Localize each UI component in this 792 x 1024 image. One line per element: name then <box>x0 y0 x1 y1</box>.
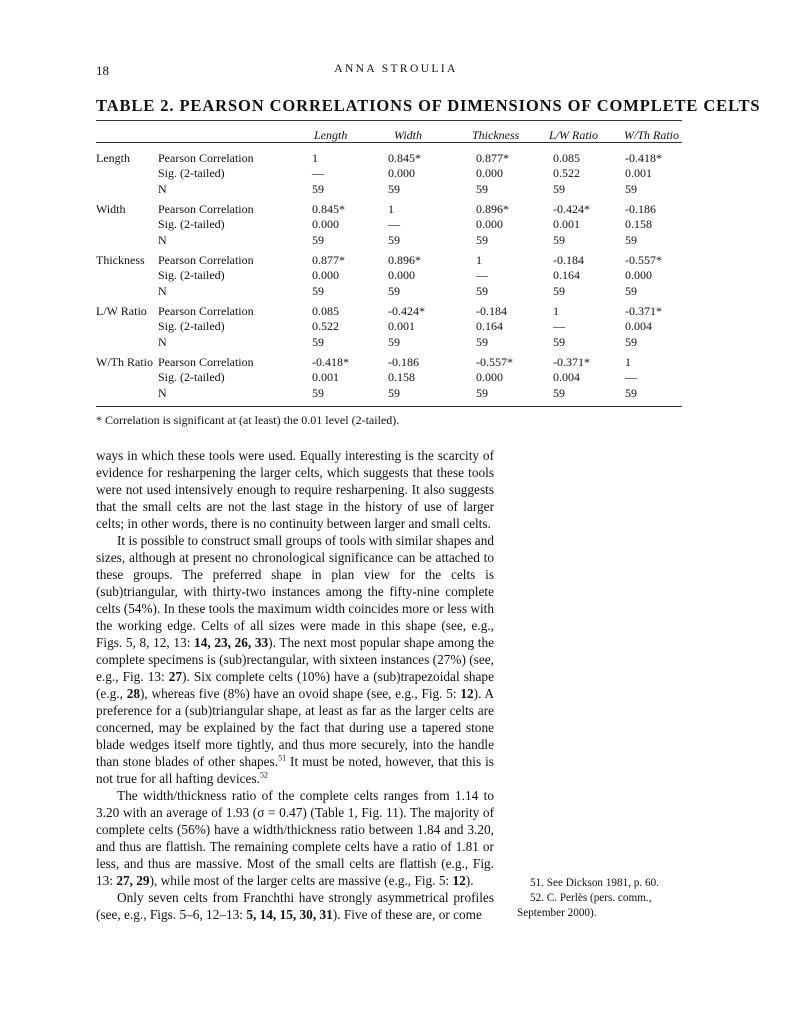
table-cell: 59 <box>388 334 400 349</box>
table-cell: 59 <box>312 334 324 349</box>
table-cell: 0.004 <box>553 370 580 385</box>
table-cell: 1 <box>553 304 559 318</box>
table-cell: 0.164 <box>553 268 580 283</box>
table-cell: 59 <box>388 232 400 247</box>
figure-ref: 28 <box>126 686 140 701</box>
footnotes <box>517 876 697 921</box>
table-cell: 0.000 <box>476 166 503 181</box>
stat-label: N <box>158 283 167 298</box>
table-cell: 0.000 <box>312 217 339 232</box>
table-cell: 59 <box>388 181 400 196</box>
table-cell: 59 <box>625 283 637 298</box>
text-run: ). Six complete celts (10%) have a (sub)trapezoidal shape (e.g., <box>96 669 494 701</box>
footnote-entry: 51. See Dickson 1981, p. 60. <box>530 877 659 889</box>
footnote-entry: 52. C. Perlès (pers. comm., September 2000). <box>517 892 652 919</box>
figure-ref: 12 <box>460 686 474 701</box>
row-label: Width <box>96 202 126 216</box>
figure-ref: 27 <box>168 669 183 684</box>
figure-ref: 12 <box>452 873 466 888</box>
table-cell: 59 <box>476 232 488 247</box>
table-cell: -0.371* <box>553 355 590 369</box>
table-cell: 1 <box>312 151 318 165</box>
table-cell: 59 <box>625 181 637 196</box>
text-run: ). A preference for a (sub)triangular shape, at least as far as the larger celts are concerned, may be explained by the fact that during use a tapered stone blade wedges itself more tightly, and thus more securely, into the handle than stone blades of other shapes. <box>96 686 495 769</box>
text-run: ). Five of these are, or come <box>332 907 482 922</box>
table-cell: 0.000 <box>312 268 339 283</box>
table-cell: 0.522 <box>553 166 580 181</box>
table-cell: 59 <box>476 283 488 298</box>
stat-label: Sig. (2-tailed) <box>158 217 225 232</box>
table-cell: 0.085 <box>553 151 580 165</box>
stat-label: Pearson Correlation <box>158 151 254 165</box>
column-header: W/Th Ratio <box>624 128 680 142</box>
table-cell: — <box>388 217 400 232</box>
stat-label: N <box>158 232 167 247</box>
stat-label: Sig. (2-tailed) <box>158 268 225 283</box>
stat-label: N <box>158 181 167 196</box>
table-cell: 59 <box>312 232 324 247</box>
table-cell: 59 <box>553 181 565 196</box>
table-cell: 0.877* <box>476 151 509 165</box>
table-cell: — <box>312 166 324 181</box>
stat-label: Sig. (2-tailed) <box>158 370 225 385</box>
row-label: Thickness <box>96 253 145 267</box>
text-run: ), while most of the larger celts are massive (e.g., Fig. 5: <box>149 873 453 888</box>
table-cell: -0.186 <box>388 355 419 369</box>
table-cell: -0.418* <box>625 151 662 165</box>
stat-label: Pearson Correlation <box>158 202 254 216</box>
column-header: Length <box>314 128 348 142</box>
table-top-rule <box>96 120 682 121</box>
table-cell: 59 <box>476 334 488 349</box>
footnote-ref: 51 <box>278 753 287 763</box>
table-cell: 0.001 <box>625 166 652 181</box>
table-cell: -0.418* <box>312 355 349 369</box>
table-cell: — <box>553 319 565 334</box>
table-cell: -0.184 <box>553 253 584 267</box>
body-text <box>96 447 494 923</box>
table-cell: 0.522 <box>312 319 339 334</box>
footnote-ref: 52 <box>259 770 268 780</box>
table-cell: 0.001 <box>553 217 580 232</box>
stat-label: Pearson Correlation <box>158 355 254 369</box>
text-run: ). The next most popular shape among the complete specimens is (sub)rectangular, with sixteen instances (27%) (see, e.g., Fig. 13: <box>96 635 494 684</box>
text-run: It must be noted, however, that this is not true for all hafting devices. <box>96 754 494 786</box>
table-cell: 59 <box>625 334 637 349</box>
stat-label: Sig. (2-tailed) <box>158 166 225 181</box>
table-cell: -0.557* <box>625 253 662 267</box>
stat-label: Pearson Correlation <box>158 304 254 318</box>
table-cell: 1 <box>476 253 482 267</box>
table-cell: 0.158 <box>388 370 415 385</box>
body-paragraph <box>96 787 494 889</box>
table-cell: 59 <box>312 283 324 298</box>
table-cell: 59 <box>553 283 565 298</box>
text-run: The width/thickness ratio of the complete celts ranges from 1.14 to 3.20 with an average of 1.93 (σ = 0.47) (Table 1, Fig. 11). The majority of complete celts (56%) have a width/thickness ratio between 1.84 and 3.20, and thus are flattish. The remaining complete celts have a ratio of 1.81 or less, and thus are massive. Most of the small celts are flattish (e.g., Fig. 13: <box>96 788 494 888</box>
row-label: W/Th Ratio <box>96 355 153 369</box>
table-bottom-rule <box>96 406 682 407</box>
table-cell: 59 <box>312 385 324 400</box>
text-run: ). <box>465 873 474 888</box>
table-cell: -0.557* <box>476 355 513 369</box>
table-cell: 0.085 <box>312 304 339 318</box>
figure-ref: 5, 14, 15, 30, 31 <box>246 907 333 922</box>
table-cell: 1 <box>625 355 631 369</box>
figure-ref: 27, 29 <box>116 873 150 888</box>
table-cell: -0.186 <box>625 202 656 216</box>
table-cell: 0.158 <box>625 217 652 232</box>
table-cell: 0.845* <box>312 202 345 216</box>
body-paragraph <box>96 532 494 787</box>
table-cell: 59 <box>476 385 488 400</box>
table-cell: 0.000 <box>388 268 415 283</box>
body-paragraph <box>96 447 494 532</box>
text-run: ), whereas five (8%) have an ovoid shape (see, e.g., Fig. 5: <box>140 686 461 701</box>
column-header: L/W Ratio <box>549 128 599 142</box>
table-cell: 0.000 <box>476 217 503 232</box>
text-run: It is possible to construct small groups of tools with similar shapes and sizes, although at present no chronological significance can be attached to these groups. The preferred shape in plan view for the celts is (sub)triangular, with thirty-two instances among the fifty-nine complete celts (54%). In these tools the maximum width coincides more or less with the working edge. Celts of all sizes were made in this shape (see, e.g., Figs. 5, 8, 12, 13: <box>96 533 494 650</box>
table-cell: 0.896* <box>476 202 509 216</box>
body-paragraph <box>96 889 494 923</box>
table-cell: 59 <box>388 385 400 400</box>
table-cell: 0.004 <box>625 319 652 334</box>
table-footnote: * Correlation is significant at (at least) the 0.01 level (2-tailed). <box>96 413 400 427</box>
column-header: Thickness <box>472 128 520 142</box>
figure-ref: 14, 23, 26, 33 <box>194 635 269 650</box>
table-cell: 1 <box>388 202 394 216</box>
table-cell: 59 <box>625 385 637 400</box>
table-cell: 0.000 <box>388 166 415 181</box>
table-cell: 59 <box>553 334 565 349</box>
table-cell: 0.000 <box>476 370 503 385</box>
stat-label: Sig. (2-tailed) <box>158 319 225 334</box>
table-cell: 0.896* <box>388 253 421 267</box>
table-cell: 0.000 <box>625 268 652 283</box>
running-head: ANNA STROULIA <box>334 63 458 75</box>
table-cell: 59 <box>312 181 324 196</box>
table-cell: 59 <box>553 232 565 247</box>
table-cell: -0.184 <box>476 304 507 318</box>
table-cell: — <box>625 370 637 385</box>
table-cell: 59 <box>388 283 400 298</box>
text-run: Only seven celts from Franchthi have strongly asymmetrical profiles (see, e.g., Figs. 5–6, 12–13: <box>96 890 494 922</box>
table-cell: — <box>476 268 488 283</box>
table-title: TABLE 2. PEARSON CORRELATIONS OF DIMENSIONS OF COMPLETE CELTS <box>96 96 761 115</box>
table-cell: 0.877* <box>312 253 345 267</box>
table-cell: -0.371* <box>625 304 662 318</box>
row-label: L/W Ratio <box>96 304 147 318</box>
table-cell: 59 <box>625 232 637 247</box>
stat-label: Pearson Correlation <box>158 253 254 267</box>
row-label: Length <box>96 151 130 165</box>
table-cell: 59 <box>553 385 565 400</box>
table-cell: -0.424* <box>553 202 590 216</box>
table-cell: 0.001 <box>312 370 339 385</box>
column-header: Width <box>394 128 423 142</box>
table-cell: 59 <box>476 181 488 196</box>
table-cell: 0.845* <box>388 151 421 165</box>
table-cell: 0.164 <box>476 319 503 334</box>
table-cell: 0.001 <box>388 319 415 334</box>
text-run: ways in which these tools were used. Equally interesting is the scarcity of evidence for resharpening the larger celts, which suggests that these tools were not used intensively enough to require resharpening. It also suggests that the small celts are not the last stage in the history of use of larger celts; in other words, there is no continuity between larger and small celts. <box>96 448 494 531</box>
table-cell: -0.424* <box>388 304 425 318</box>
page-number: 18 <box>96 63 109 78</box>
stat-label: N <box>158 385 167 400</box>
stat-label: N <box>158 334 167 349</box>
